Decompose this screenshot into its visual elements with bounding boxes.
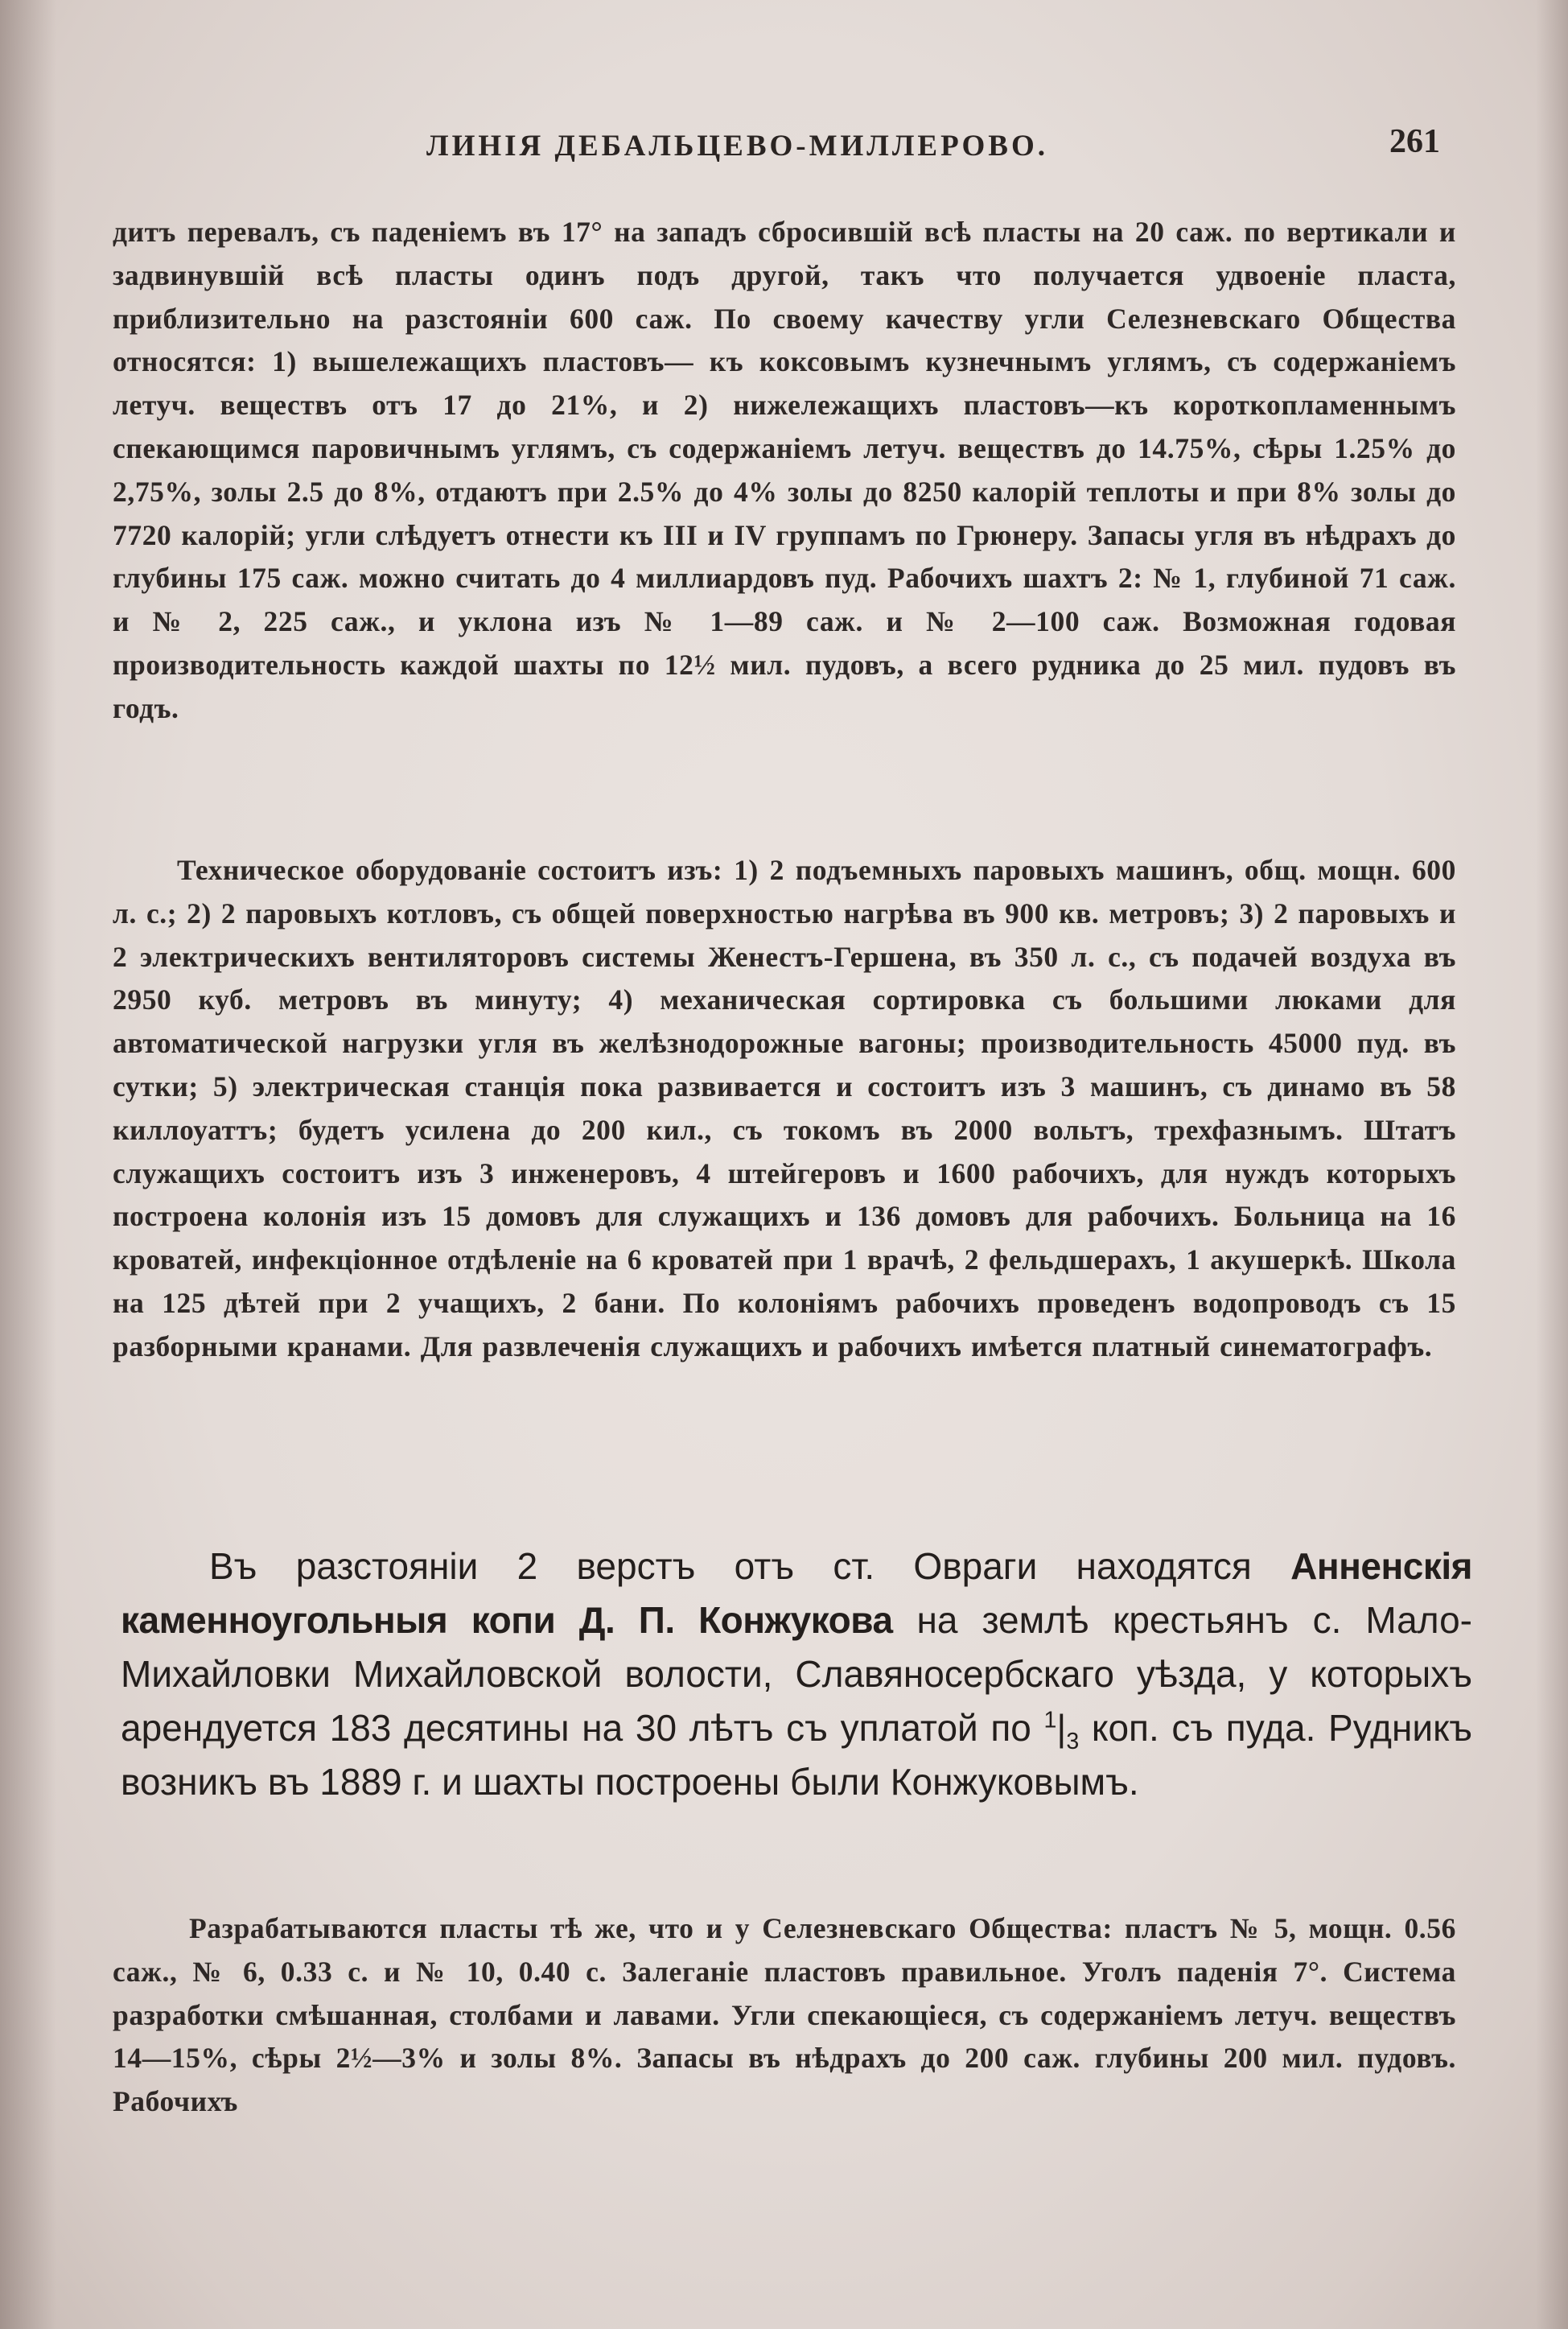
- page-number: 261: [1389, 123, 1440, 160]
- paragraph-equipment: Техническое оборудованіе состоитъ изъ: 1) 2 подъемныхъ паровыхъ машинъ, общ. мощн. 600 л. с.; 2) 2 паровыхъ котловъ, съ общей поверхностью нагрѣва въ 900 кв. метровъ; 3) 2 паровыхъ и 2 электрическихъ вентиляторовъ системы Женестъ-Гершена, въ 350 л. с., съ подачей воздуха въ 2950 куб. метровъ въ минуту; 4) механическая сортировка съ большими люками для автоматической нагрузки угля въ желѣзнодорожные вагоны; производительность 45000 пуд. въ сутки; 5) электрическая станція пока развивается и состоитъ изъ 3 машинъ, съ динамо въ 58 киллоуаттъ; будетъ усилена до 200 кил., съ токомъ въ 2000 вольтъ, трехфазнымъ. Штатъ служащихъ состоитъ изъ 3 инженеровъ, 4 штейгеровъ и 1600 рабочихъ, для нуждъ которыхъ построена колонія изъ 15 домовъ для служащихъ и 136 домовъ для рабочихъ. Больница на 16 кроватей, инфекціонное отдѣленіе на 6 кроватей при 1 врачѣ, 2 фельдшерахъ, 1 акушеркѣ. Школа на 125 дѣтей при 2 учащихъ, 2 бани. По колоніямъ рабочихъ проведенъ водопроводъ съ 15 разборными кранами. Для развлеченія служащихъ и рабочихъ имѣется платный синематографъ.: [113, 854, 1456, 1362]
- paragraph-3-middle: на землѣ крестьянъ с. Мало-Михайловки Михайловской волости, Славяносербскаго уѣзда, у которыхъ арендуется 183 десятины на 30 лѣтъ съ уплатой по: [121, 1599, 1472, 1749]
- paragraph-continued: дитъ перевалъ, съ паденіемъ въ 17° на западъ сбросившій всѣ пласты на 20 саж. по вертикали и задвинувшій всѣ пласты одинъ подъ другой, такъ что получается удвоеніе пласта, приблизительно на разстояніи 600 саж. По своему качеству угли Селезневскаго Общества относятся: 1) вышележащихъ пластовъ— къ коксовымъ кузнечнымъ углямъ, съ содержаніемъ летуч. веществъ отъ 17 до 21%, и 2) нижележащихъ пластовъ—къ короткопламеннымъ спекающимся паровичнымъ углямъ, съ содержаніемъ летуч. веществъ до 14.75%, сѣры 1.25% до 2,75%, золы 2.5 до 8%, отдаютъ при 2.5% до 4% золы до 8250 калорій теплоты и при 8% золы до 7720 калорій; угли слѣдуетъ отнести къ III и IV группамъ по Грюнеру. Запасы угля въ нѣдрахъ до глубины 175 саж. можно считать до 4 миллиардовъ пуд. Рабочихъ шахтъ 2: № 1, глубиной 71 саж. и № 2, 225 саж., и уклона изъ № 1—89 саж. и № 2—100 саж. Возможная годовая производительность каждой шахты по 12½ мил. пудовъ, а всего рудника до 25 мил. пудовъ въ годъ.: [113, 216, 1456, 724]
- running-head: [113, 123, 1456, 177]
- paragraph-seams: Разрабатываются пласты тѣ же, что и у Селезневскаго Общества: пластъ № 5, мощн. 0.56 саж., № 6, 0.33 с. и № 10, 0.40 с. Залеганіе пластовъ правильное. Уголъ паденія 7°. Система разработки смѣшанная, столбами и лавами. Угли спекающіеся, съ содержаніемъ летуч. веществъ 14—15%, сѣры 2½—3% и золы 8%. Запасы въ нѣдрахъ до 200 саж. глубины 200 мил. пудовъ. Рабочихъ: [113, 1912, 1456, 2118]
- edge-shadow: [1536, 0, 1568, 2329]
- mine-name: Анненскія каменноугольныя копи Д. П. Конжукова: [121, 1545, 1472, 1641]
- paragraph-3-lead: Въ разстояніи 2 верстъ отъ ст. Овраги находятся: [209, 1545, 1291, 1587]
- paragraph-3-end: коп. съ пуда. Рудникъ возникъ въ 1889 г. и шахты построены были Конжуковымъ.: [121, 1707, 1472, 1803]
- running-title: ЛИНІЯ ДЕБАЛЬЦЕВО-МИЛЛЕРОВО.: [426, 130, 1048, 163]
- fraction-denominator: 3: [1066, 1729, 1080, 1755]
- binding-shadow: [0, 0, 56, 2329]
- fraction-numerator: 1: [1043, 1707, 1057, 1733]
- paragraph-annenskie-mines: Въ разстояніи 2 верстъ отъ ст. Овраги находятся Анненскія каменноугольныя копи Д. П. Конжукова на землѣ крестьянъ с. Мало-Михайловки Михайловской волости, Славяносербскаго уѣзда, у которыхъ арендуется 183 десятины на 30 лѣтъ съ уплатой по $^1|_3$ коп. съ пуда. Рудникъ возникъ въ 1889 г. и шахты построены были Конжуковымъ.: [121, 1545, 1472, 1803]
